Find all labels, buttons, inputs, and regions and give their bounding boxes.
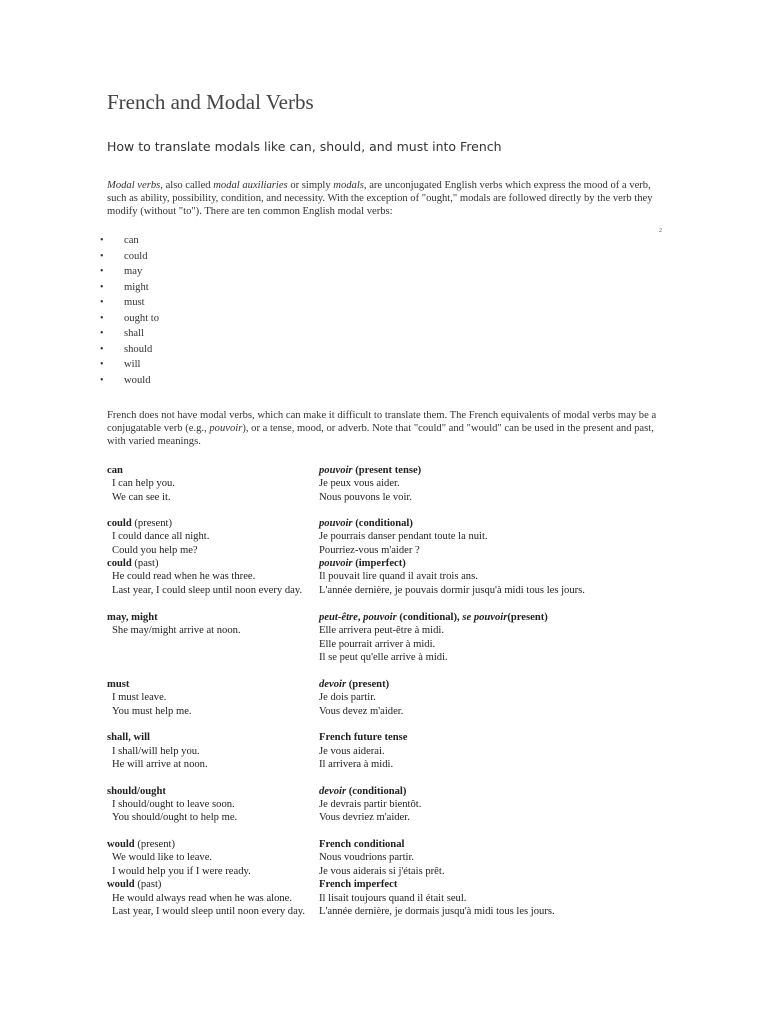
list-item: • can <box>100 233 159 249</box>
french-equivalents-paragraph: French does not have modal verbs, which can make it difficult to translate them. The French equivalents of modal verbs may be a conjugatable verb (e.g., pouvoir), or a tense, mood, or adverb. Note that "could" and "would" can be used in the present and past, with varied meanings. <box>107 410 657 447</box>
term-pouvoir: pouvoir <box>209 423 243 434</box>
bullet-icon: • <box>100 359 104 370</box>
bullet-icon: • <box>100 250 104 262</box>
list-item: • would <box>100 373 159 389</box>
intro-paragraph: Modal verbs, also called modal auxiliaries or simply modals, are unconjugated English verbs which express the mood of a verb, such as ability, possibility, condition, and necessity. With the exception of "ought," modals are followed directly by the verb they modify (without "to"). There are ten common English modal verbs: <box>107 180 653 217</box>
document-page: French and Modal Verbs How to translate modals like can, should, and must into French Modal verbs, also called modal auxiliaries or simply modals, are unconjugated English verbs which express the mood of a verb, such as ability, possibility, condition, and necessity. With the exception of "ought," modals are followed directly by the verb they modify (without "to"). There are ten common English modal verbs: 2 • can • could • may • might • must • ought to • shall • should • will • would French does not have modal verbs, which can make it difficult to translate them. The French equivalents of modal verbs may be a conjugatable verb (e.g., pouvoir), or a tense, mood, or adverb. Note that "could" and "would" can be used in the present and past, with varied meanings. can pouvoir (present tense) I can help you. Je peux vous aider. We can see it. Nous pouvons le voir. could (present) pouvoir (conditional) I could dance all night. Je pourrais danser pendant toute la nuit. Could you help me? Pourriez-vous m'aider ? could (past) pouvoir (imperfect) He could read when he was three. Il pouvait lire quand il avait trois ans. Last year, I could sleep until noon every day. L'année dernière, je pouvais dormir jusqu'à midi tous les jours. may, might peut-être, pouvoir (conditional), se pouvoir(present) She may/might arrive at noon. Elle arrivera peut-être à midi. Elle pourrait arriver à midi. Il se peut qu'elle arrive à midi. must devoir (present) I must leave. Je dois partir. You must help me. Vous devez m'aider. shall, will French future tense I shall/will help you. Je vous aiderai. He will arrive at noon. Il arrivera à midi. should/ought devoir (conditional) I should/ought to leave soon. Je devrais partir bientôt. You should/ought to help me. Vous devriez m'aider. would (present) French conditional We would like to leave. Nous voudrions partir. I would help you if I were ready. Je vous aiderais si j'étais prêt. would (past) French imperfect He would always read when he was alone. Il lisait toujours quand il était seul. Last year, I would sleep until noon every day. L'année dernière, je dormais jusqu'à midi tous les jours. <box>0 0 768 1024</box>
list-item: • shall <box>100 326 159 342</box>
bullet-icon: • <box>100 312 104 324</box>
list-item: • ought to <box>100 311 159 327</box>
bullet-icon: • <box>100 297 104 308</box>
list-item: • could <box>100 249 159 265</box>
list-item: • may <box>100 264 159 280</box>
list-item: • will <box>100 357 159 373</box>
list-item: • should <box>100 342 159 358</box>
list-item: • might <box>100 280 159 296</box>
bullet-icon: • <box>100 266 104 277</box>
page-subtitle: How to translate modals like can, should, and must into French <box>107 139 502 154</box>
bullet-icon: • <box>100 343 104 355</box>
footnote-mark: 2 <box>659 228 662 234</box>
term-modal-verbs: Modal verbs <box>107 180 161 191</box>
term-modals: modals <box>333 180 364 191</box>
page-title: French and Modal Verbs <box>107 90 314 114</box>
bullet-icon: • <box>100 281 104 293</box>
term-modal-auxiliaries: modal auxiliaries <box>213 180 288 191</box>
list-item: • must <box>100 295 159 311</box>
bullet-icon: • <box>100 235 104 246</box>
bullet-icon: • <box>100 374 104 386</box>
bullet-icon: • <box>100 328 104 339</box>
modal-verb-list <box>100 233 159 388</box>
